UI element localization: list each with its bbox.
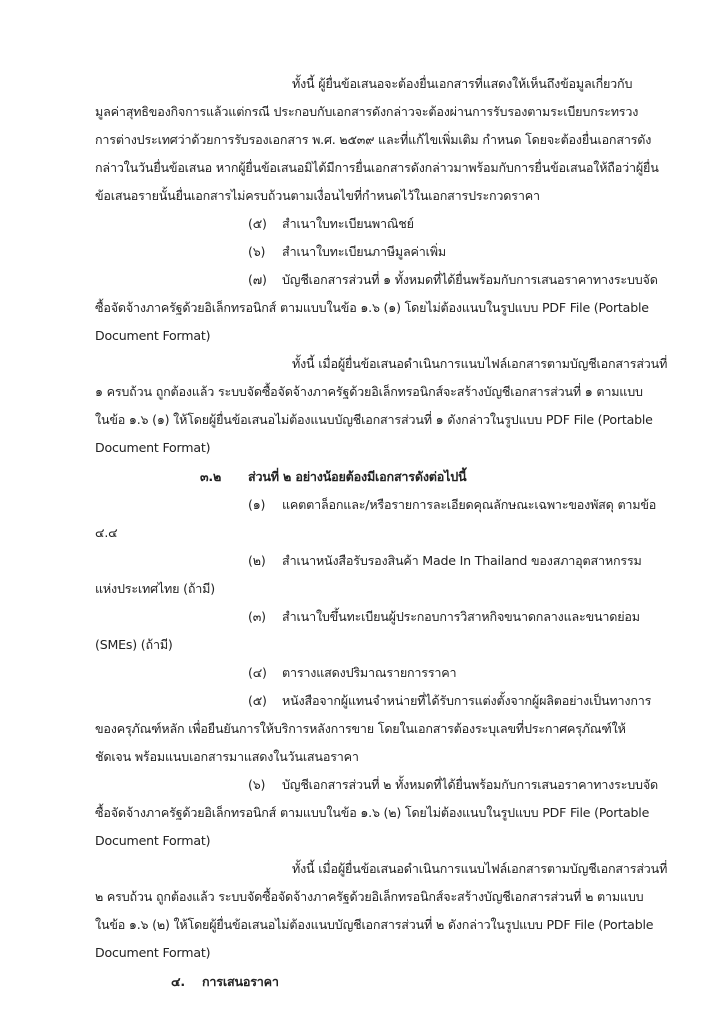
item-text: Document Format): [95, 833, 211, 848]
item-number: (๕): [248, 693, 267, 708]
item-number: (๖): [248, 244, 266, 259]
paragraph-line: มูลค่าสุทธิของกิจการแล้วแต่กรณี ประกอบกับเอกสารดังกล่าวจะต้องผ่านการรับรองตามระเบียบกระทรวง: [95, 104, 639, 119]
item-text: ชัดเจน พร้อมแนบเอกสารมาแสดงในวันเสนอราคา: [95, 749, 359, 764]
item-number: (๕): [248, 216, 267, 231]
item-text: สำเนาใบทะเบียนภาษีมูลค่าเพิ่ม: [282, 244, 446, 259]
paragraph-line: ๒ ครบถ้วน ถูกต้องแล้ว ระบบจัดซื้อจัดจ้างภาครัฐด้วยอิเล็กทรอนิกส์จะสร้างบัญชีเอกสารส่วนที่ ๒ ตามแบบ: [95, 889, 644, 904]
section-title: การเสนอราคา: [202, 974, 279, 989]
paragraph-line: ทั้งนี้ ผู้ยื่นข้อเสนอจะต้องยื่นเอกสารที่แสดงให้เห็นถึงข้อมูลเกี่ยวกับ: [292, 76, 633, 91]
item-text: แคตตาล็อกและ/หรือรายการละเอียดคุณลักษณะเฉพาะของพัสดุ ตามข้อ: [282, 497, 657, 512]
paragraph-line: กล่าวในวันยื่นข้อเสนอ หากผู้ยื่นข้อเสนอมิได้มีการยื่นเอกสารดังกล่าวมาพร้อมกับการยื่นข้อเสนอให้ถือว่าผู้ยื่น: [95, 160, 659, 175]
item-text: ซื้อจัดจ้างภาครัฐด้วยอิเล็กทรอนิกส์ ตามแบบในข้อ ๑.๖ (๒) โดยไม่ต้องแนบในรูปแบบ PDF File (Portable: [95, 805, 650, 820]
item-text: บัญชีเอกสารส่วนที่ ๒ ทั้งหมดที่ได้ยื่นพร้อมกับการเสนอราคาทางระบบจัด: [282, 777, 659, 792]
item-number: (๑): [248, 497, 266, 512]
paragraph-line: ในข้อ ๑.๖ (๑) ให้โดยผู้ยื่นข้อเสนอไม่ต้องแนบบัญชีเอกสารส่วนที่ ๑ ดังกล่าวในรูปแบบ PDF File (Portable: [95, 412, 653, 427]
item-number: (๓): [248, 609, 266, 624]
item-number: (๗): [248, 272, 267, 287]
paragraph-line: ข้อเสนอรายนั้นยื่นเอกสารไม่ครบถ้วนตามเงื่อนไขที่กำหนดไว้ในเอกสารประกวดราคา: [95, 188, 540, 203]
item-number: (๔): [248, 665, 267, 680]
item-text: สำเนาหนังสือรับรองสินค้า Made In Thailand ของสภาอุตสาหกรรม: [282, 553, 642, 568]
item-text: หนังสือจากผู้แทนจำหน่ายที่ได้รับการแต่งตั้งจากผู้ผลิตอย่างเป็นทางการ: [282, 693, 652, 708]
item-text: สำเนาใบขึ้นทะเบียนผู้ประกอบการวิสาหกิจขนาดกลางและขนาดย่อม: [282, 609, 640, 624]
item-text: (SMEs) (ถ้ามี): [95, 637, 173, 652]
section-number: ๔.: [171, 974, 185, 989]
item-text: แห่งประเทศไทย (ถ้ามี): [95, 581, 215, 596]
paragraph-line: ในข้อ ๑.๖ (๒) ให้โดยผู้ยื่นข้อเสนอไม่ต้องแนบบัญชีเอกสารส่วนที่ ๒ ดังกล่าวในรูปแบบ PDF File (Portable: [95, 917, 654, 932]
section-title: ส่วนที่ ๒ อย่างน้อยต้องมีเอกสารดังต่อไปนี้: [248, 469, 467, 484]
section-number: ๓.๒: [200, 469, 222, 484]
paragraph-line: Document Format): [95, 440, 211, 455]
item-text: Document Format): [95, 328, 211, 343]
paragraph-line: ทั้งนี้ เมื่อผู้ยื่นข้อเสนอดำเนินการแนบไฟล์เอกสารตามบัญชีเอกสารส่วนที่: [292, 861, 668, 876]
paragraph-line: ทั้งนี้ เมื่อผู้ยื่นข้อเสนอดำเนินการแนบไฟล์เอกสารตามบัญชีเอกสารส่วนที่: [292, 356, 668, 371]
item-text: ซื้อจัดจ้างภาครัฐด้วยอิเล็กทรอนิกส์ ตามแบบในข้อ ๑.๖ (๑) โดยไม่ต้องแนบในรูปแบบ PDF File (Portable: [95, 300, 649, 315]
item-text: บัญชีเอกสารส่วนที่ ๑ ทั้งหมดที่ได้ยื่นพร้อมกับการเสนอราคาทางระบบจัด: [282, 272, 658, 287]
paragraph-line: Document Format): [95, 945, 211, 960]
item-text: ๔.๔: [95, 525, 118, 540]
item-text: ตารางแสดงปริมาณรายการราคา: [282, 665, 457, 680]
item-number: (๖): [248, 777, 266, 792]
paragraph-line: การต่างประเทศว่าด้วยการรับรองเอกสาร พ.ศ. ๒๕๓๙ และที่แก้ไขเพิ่มเติม กำหนด โดยจะต้องยื่นเอกสารดัง: [95, 132, 652, 147]
item-text: สำเนาใบทะเบียนพาณิชย์: [282, 216, 414, 231]
item-number: (๒): [248, 553, 266, 568]
paragraph-line: ๑ ครบถ้วน ถูกต้องแล้ว ระบบจัดซื้อจัดจ้างภาครัฐด้วยอิเล็กทรอนิกส์จะสร้างบัญชีเอกสารส่วนที่ ๑ ตามแบบ: [95, 384, 643, 399]
item-text: ของครุภัณฑ์หลัก เพื่อยืนยันการให้บริการหลังการขาย โดยในเอกสารต้องระบุเลขที่ประกาศครุภัณฑ์ให้: [95, 721, 626, 736]
